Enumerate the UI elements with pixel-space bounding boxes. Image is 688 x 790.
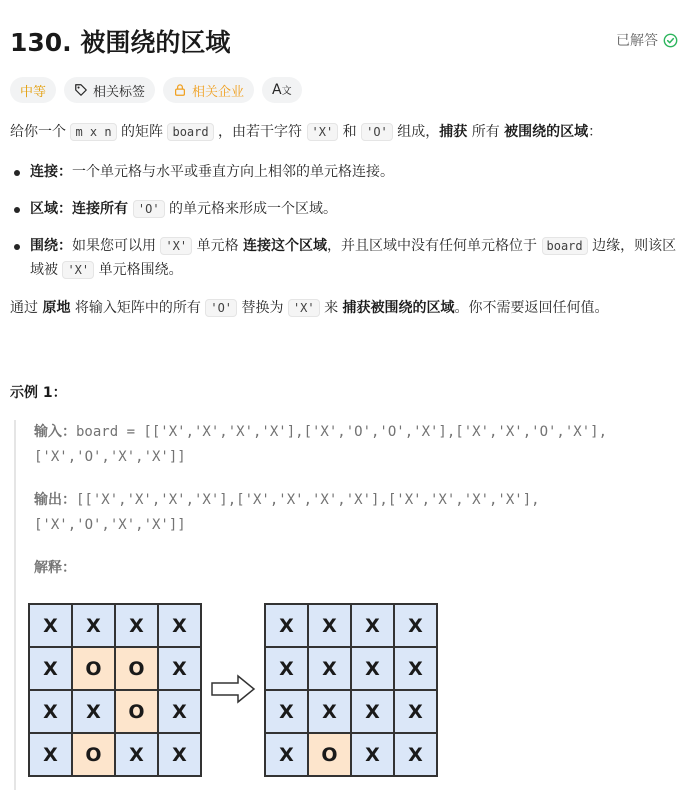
translate-button[interactable] bbox=[262, 77, 302, 103]
tag-row bbox=[10, 76, 678, 104]
board-cell: X bbox=[158, 604, 201, 647]
board-cell: X bbox=[265, 647, 308, 690]
board-cell: O bbox=[115, 647, 158, 690]
difficulty-badge[interactable] bbox=[10, 77, 56, 103]
board-cell: O bbox=[72, 733, 115, 776]
board-cell: X bbox=[265, 604, 308, 647]
inline-code: 'X' bbox=[160, 237, 192, 255]
example-explanation: 解释： bbox=[34, 560, 76, 576]
example-input: 输入：board = [['X','X','X','X'],['X','O','O','X'],['X','X','O','X'], bbox=[34, 424, 608, 440]
board-cell: X bbox=[158, 690, 201, 733]
board-cell: X bbox=[351, 733, 394, 776]
list-item: 连接：一个单元格与水平或垂直方向上相邻的单元格连接。 bbox=[30, 160, 678, 184]
board-cell: X bbox=[29, 604, 72, 647]
inline-code: 'X' bbox=[62, 261, 94, 279]
inline-code: board bbox=[167, 123, 213, 141]
board-cell: X bbox=[29, 690, 72, 733]
board-cell: X bbox=[72, 690, 115, 733]
inline-code: 'X' bbox=[307, 123, 339, 141]
list-item: 区域：连接所有 'O' 的单元格来形成一个区域。 bbox=[30, 197, 678, 221]
board-cell: X bbox=[394, 733, 437, 776]
lock-icon bbox=[173, 83, 187, 97]
board-cell: X bbox=[351, 604, 394, 647]
title-row bbox=[10, 0, 678, 80]
board-cell: O bbox=[308, 733, 351, 776]
inline-code: 'X' bbox=[288, 299, 320, 317]
board-cell: X bbox=[351, 647, 394, 690]
example-output-cont: ['X','O','X','X']] bbox=[34, 517, 186, 533]
inline-code: 'O' bbox=[361, 123, 393, 141]
translate-icon: A文 bbox=[272, 82, 292, 98]
board-cell: X bbox=[72, 604, 115, 647]
inline-code: 'O' bbox=[133, 200, 165, 218]
related-companies-tag[interactable] bbox=[163, 77, 254, 103]
board-cell: X bbox=[265, 690, 308, 733]
solved-label: 已解答 bbox=[616, 33, 658, 49]
right-arrow-icon bbox=[210, 674, 256, 704]
example-title: 示例 1： bbox=[10, 385, 67, 401]
board-cell: X bbox=[308, 690, 351, 733]
inline-code: 'O' bbox=[205, 299, 237, 317]
definition-list bbox=[10, 160, 678, 282]
board-cell: X bbox=[115, 604, 158, 647]
board-cell: X bbox=[308, 604, 351, 647]
board-before-grid bbox=[28, 603, 202, 777]
board-cell: X bbox=[115, 733, 158, 776]
board-cell: O bbox=[72, 647, 115, 690]
list-item: 围绕：如果您可以用 'X' 单元格 连接这个区域，并且区域中没有任何单元格位于 board 边缘，则该区域被 'X' 单元格围绕。 bbox=[30, 234, 678, 282]
board-cell: X bbox=[308, 647, 351, 690]
check-circle-icon bbox=[663, 33, 678, 48]
board-cell: X bbox=[158, 647, 201, 690]
solved-status bbox=[616, 30, 678, 50]
related-topics-tag[interactable] bbox=[64, 77, 155, 103]
page-title[interactable]: 130. 被围绕的区域 bbox=[10, 28, 231, 57]
difficulty-label: 中等 bbox=[20, 84, 47, 100]
tag-icon bbox=[74, 83, 88, 97]
example-output: 输出：[['X','X','X','X'],['X','X','X','X'],['X','X','X','X'], bbox=[34, 492, 540, 508]
board-cell: X bbox=[394, 647, 437, 690]
board-after-grid bbox=[264, 603, 438, 777]
board-cell: X bbox=[29, 647, 72, 690]
example-input-cont: ['X','O','X','X']] bbox=[34, 449, 186, 465]
related-companies-label: 相关企业 bbox=[192, 84, 245, 100]
inline-code: board bbox=[542, 237, 588, 255]
board-cell: X bbox=[394, 604, 437, 647]
board-cell: X bbox=[265, 733, 308, 776]
board-cell: X bbox=[158, 733, 201, 776]
board-cell: O bbox=[115, 690, 158, 733]
board-cell: X bbox=[29, 733, 72, 776]
instruction-paragraph: 通过 原地 将输入矩阵中的所有 'O' 替换为 'X' 来 捕获被围绕的区域。你不需要返回任何值。 bbox=[10, 300, 609, 316]
board-cell: X bbox=[351, 690, 394, 733]
description-paragraph: 给你一个 m x n 的矩阵 board ，由若干字符 'X' 和 'O' 组成，捕获 所有 被围绕的区域： bbox=[10, 124, 603, 140]
inline-code: m x n bbox=[70, 123, 116, 141]
board-cell: X bbox=[394, 690, 437, 733]
related-topics-label: 相关标签 bbox=[93, 84, 146, 100]
